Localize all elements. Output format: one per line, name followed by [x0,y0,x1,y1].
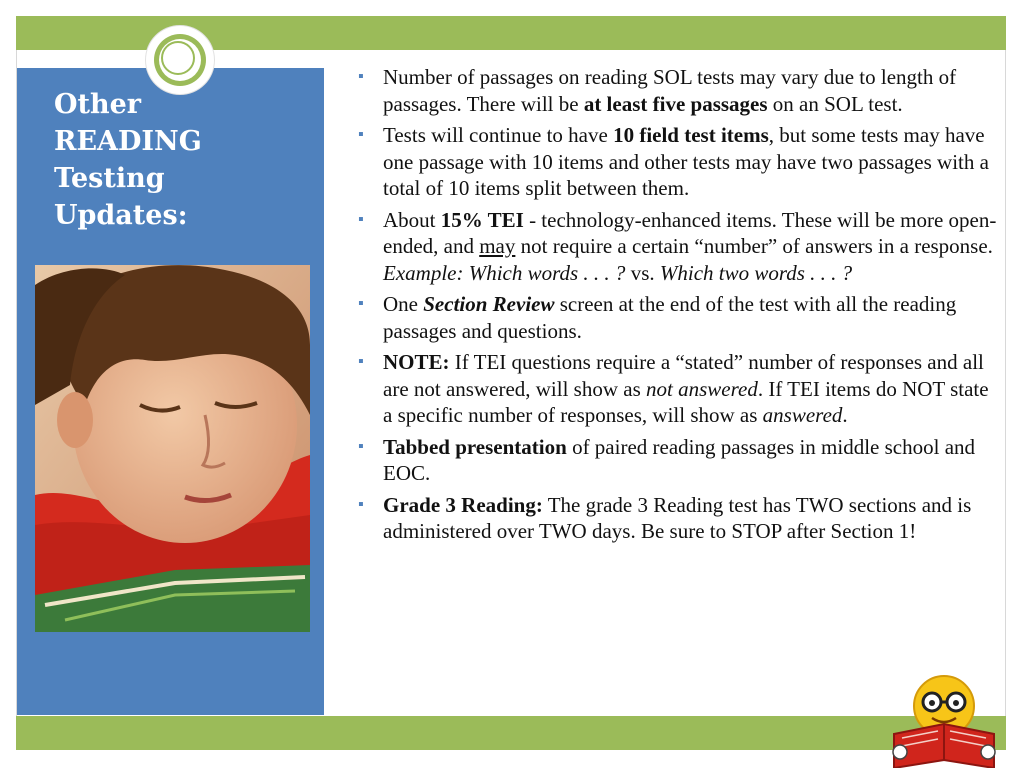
bullet-text: The grade 3 Reading test has TWO sections and is administered over TWO days. Be sure to STOP after Section 1! [383,492,972,543]
bullet-italic: Which two words . . . ? [659,260,853,285]
bullet-bold-italic: Section Review [423,292,555,316]
boy-reading-illustration [35,265,310,632]
bullet-text: If TEI questions require a “stated” number of responses and all are not answered, will show as [383,350,984,401]
bullet-icon: ▪ [358,437,364,455]
list-item [358,207,998,287]
bullet-text: on an SOL test. [767,91,903,116]
bullet-underline: may [479,234,516,258]
bullet-bold: at least five passages [583,91,768,116]
list-item [358,434,998,487]
list-item [358,291,998,344]
bullet-bold: Grade 3 Reading: [383,492,543,517]
bullet-text: - technology-enhanced items. These will be more open-ended, and [383,207,997,258]
bullet-italic: not answered [646,376,758,401]
bullet-text: of paired reading passages in middle school and EOC. [383,434,976,485]
bullet-bold: 10 field test items [613,123,769,147]
title-line-1: Other [54,89,142,120]
circle-emblem-icon [146,26,214,94]
bullet-text: Tests will continue to have [383,123,614,147]
list-item [358,64,998,117]
bullet-icon: ▪ [358,295,364,312]
bullet-text: vs. [625,260,660,285]
bullet-text: Number of passages on reading SOL tests may vary due to length of passages. There will be [383,65,957,116]
bullet-text: , but some tests may have one passage with 10 items and other tests may have two passages with a total of 10 items split between them. [383,123,989,200]
bullet-icon: ▪ [358,126,364,143]
bullet-text: not require a certain “number” of answers in a response. [515,234,993,258]
bullet-icon: ▪ [358,210,364,228]
bullet-text: About [383,207,441,232]
bullet-italic: answered [762,403,843,427]
bullet-text: . [842,403,848,427]
bullet-italic: Example: Which words . . . ? [383,260,626,285]
bullet-bold: 15% TEI [440,207,524,232]
title-line-4: Updates: [54,200,188,231]
title-line-2: READING [54,126,202,157]
list-item [358,492,998,545]
bullet-icon: ▪ [358,495,364,513]
bottom-accent-bar [16,716,1006,750]
title-line-3: Testing [54,163,165,194]
bullet-list [358,64,998,545]
list-item [358,349,998,429]
boy-reading-photo [35,265,310,632]
bullet-bold: Tabbed presentation [383,434,567,459]
bullet-text: One [383,292,424,316]
bullet-text: screen at the end of the test with all the reading passages and questions. [383,292,957,343]
slide-title [54,86,294,234]
bullet-icon: ▪ [358,68,364,85]
list-item [358,122,998,202]
bullet-text: . If TEI items do NOT state a specific number of responses, will show as [383,376,989,427]
smiley-reading-book-icon [886,672,1004,768]
bullet-icon: ▪ [358,353,364,370]
bullet-bold: NOTE: [383,350,450,374]
bullet-content [358,64,998,550]
